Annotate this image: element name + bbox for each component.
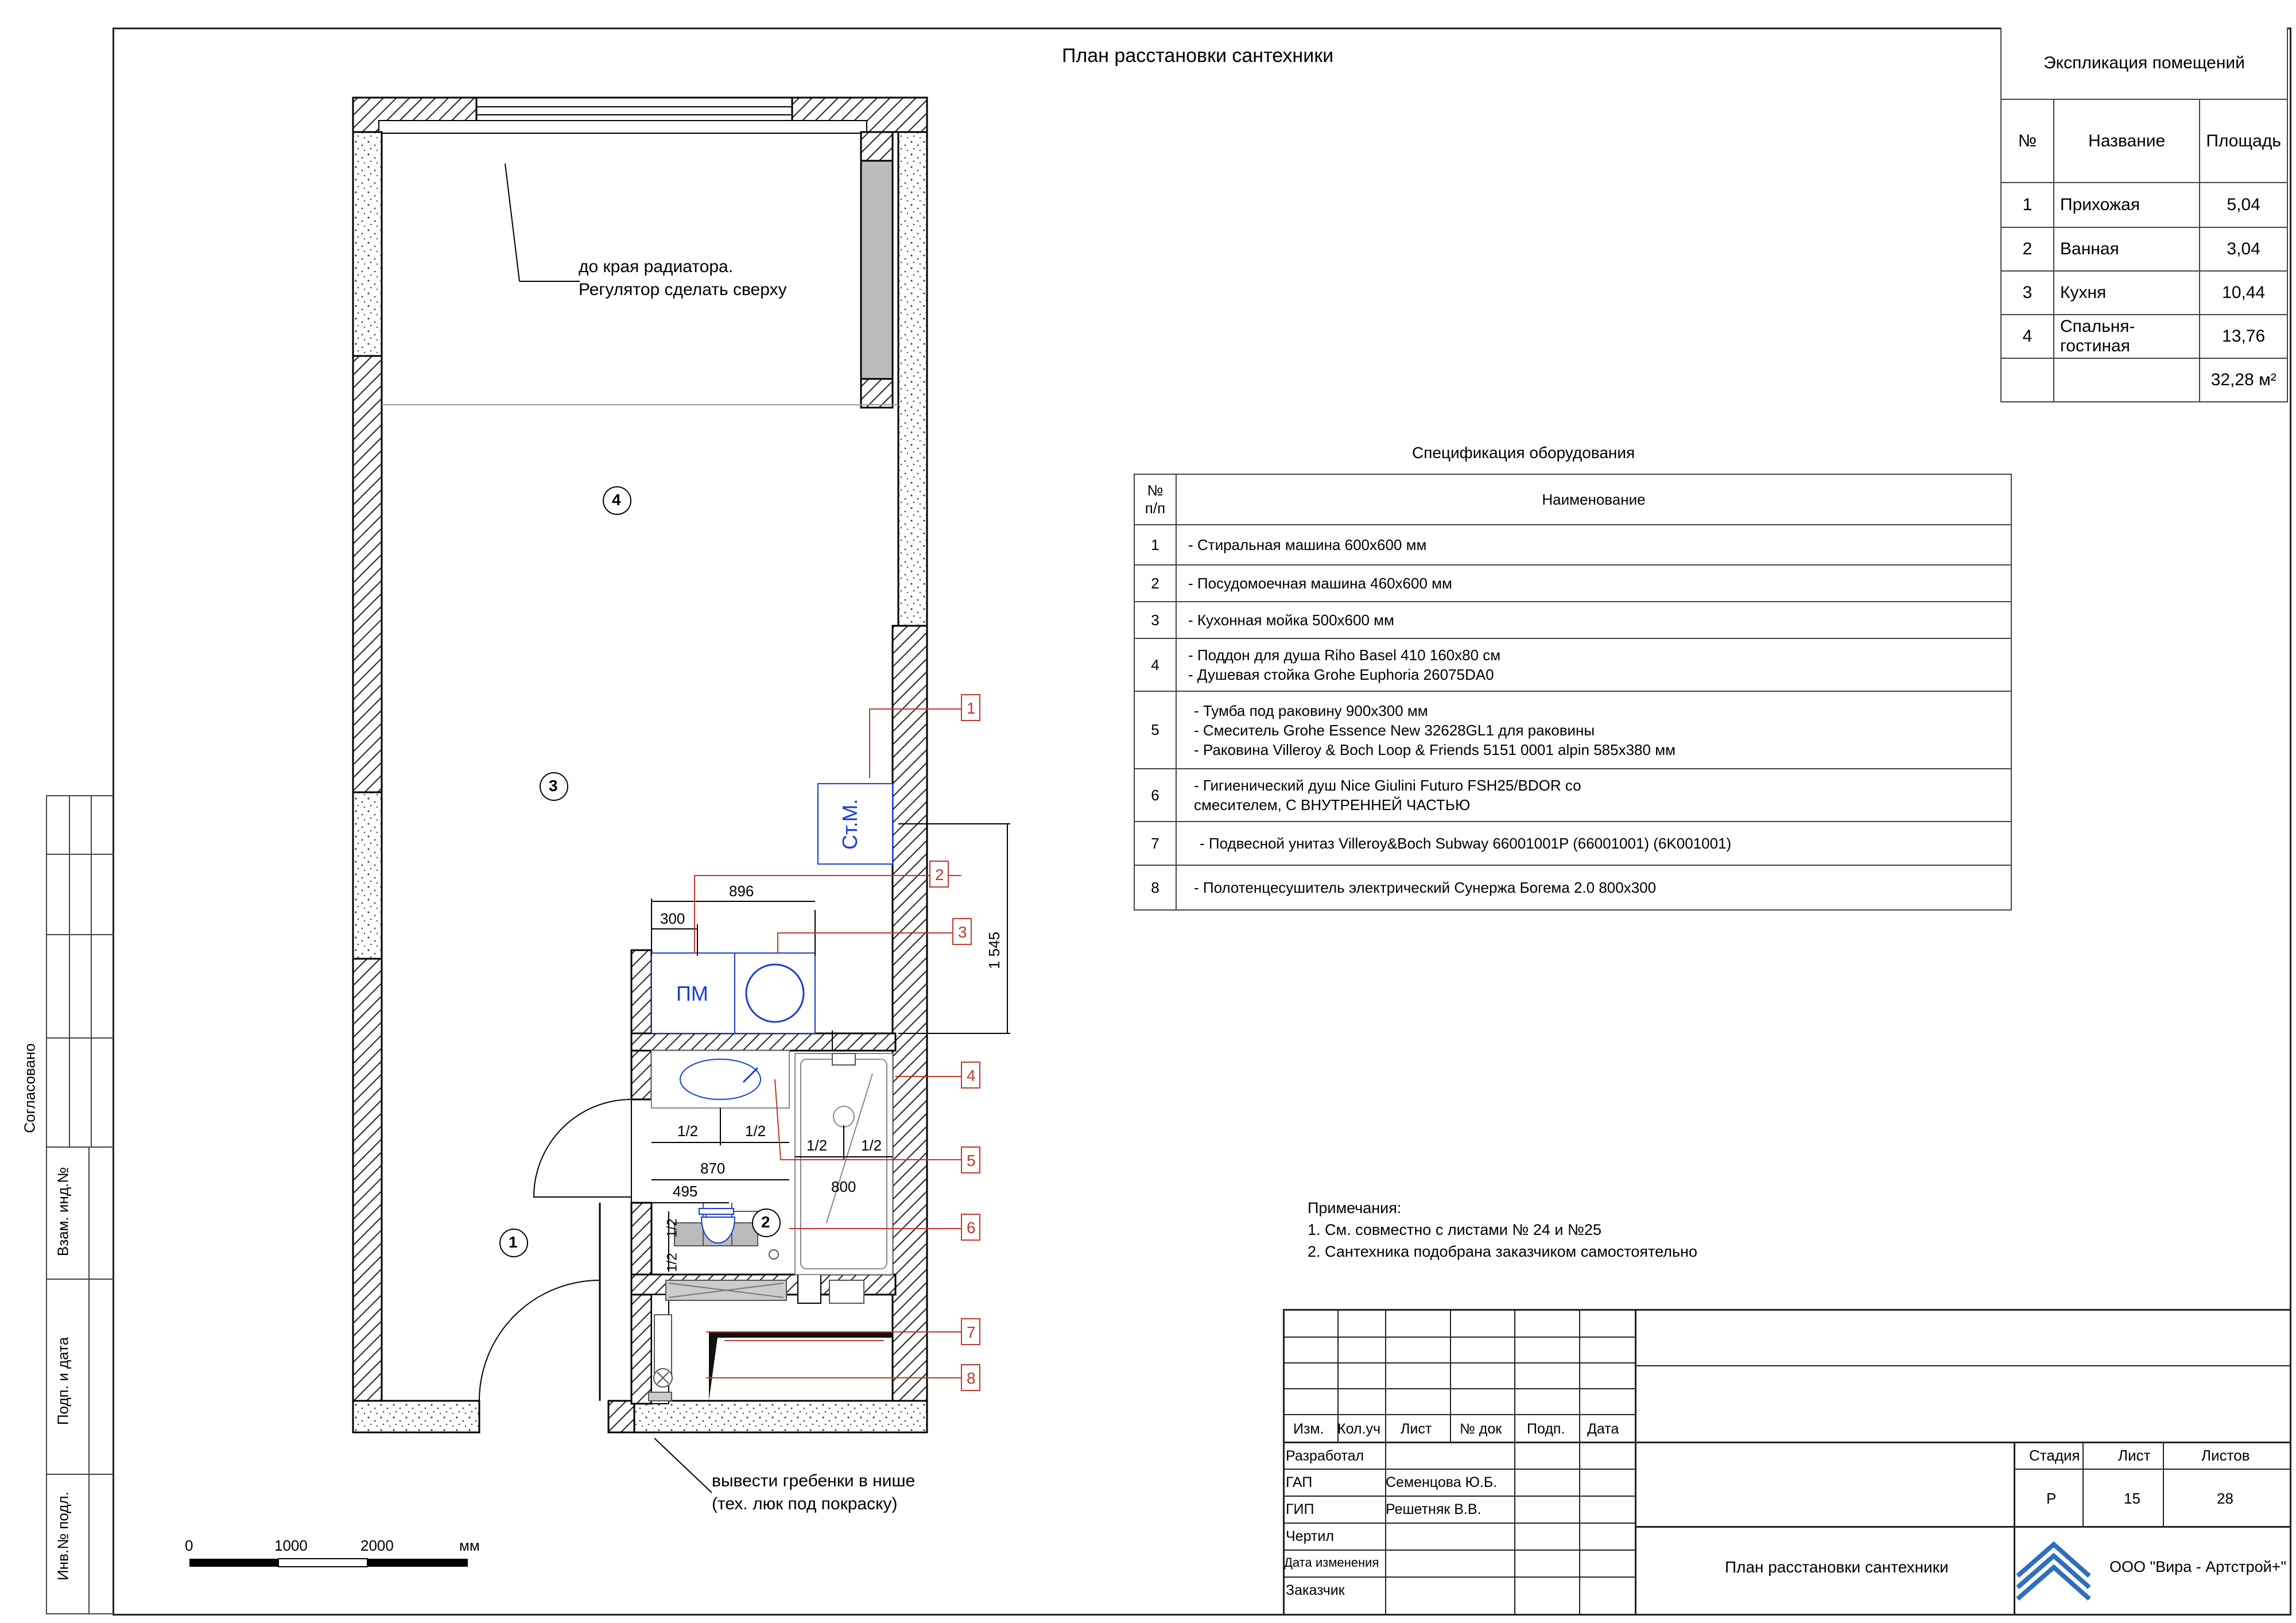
bathroom-door: [534, 1099, 631, 1203]
stamp-podp: Подп. и дата: [54, 1337, 72, 1426]
tb-stage-value: Р: [2046, 1490, 2057, 1507]
specification-table: [1134, 474, 2012, 911]
spec-cell-name: - Полотенцесушитель электрический Сунержа Богема 2.0 800х300: [1176, 865, 2011, 910]
spec-cell-name: - Подвесной унитаз Villeroy&Boch Subway 66001001P (66001001) (6K001001): [1176, 822, 2011, 865]
scale-label-unit: мм: [459, 1537, 480, 1554]
dim-half-2: 1/2: [745, 1122, 766, 1140]
stamp-divider: [47, 854, 114, 855]
callout-6: 6: [967, 1219, 976, 1237]
explication-total-empty: [2054, 358, 2200, 402]
explication-total: 32,28 м²: [2200, 358, 2287, 402]
grid-line: [1285, 1496, 1635, 1497]
spec-cell-name: - Стиральная машина 600х600 мм: [1176, 525, 2011, 565]
grid-line: [2163, 1442, 2164, 1526]
tb-sheets-header: Листов: [2201, 1447, 2250, 1464]
grid-line: [1285, 1414, 1635, 1415]
spec-cell-num: 1: [1134, 525, 1176, 565]
specification-title: Спецификация оборудования: [1412, 444, 1635, 462]
explication-header-num: №: [2001, 99, 2054, 183]
tb-header-doc: № док: [1460, 1421, 1502, 1437]
room-marker-2: 2: [761, 1213, 770, 1231]
explication-cell: 1: [2001, 183, 2054, 227]
table-row: [2001, 227, 2287, 271]
stamp-divider: [91, 796, 92, 1146]
niche-note-line1: вывести гребенки в нише: [712, 1471, 916, 1490]
table-row: [2001, 183, 2287, 227]
spec-cell-num: 7: [1134, 822, 1176, 865]
spec-cell-name: - Посудомоечная машина 460х600 мм: [1176, 565, 2011, 602]
grid-line: [1635, 1526, 2290, 1528]
washing-machine-label: Ст.М.: [838, 799, 862, 850]
dim-half-3: 1/2: [806, 1137, 828, 1154]
dim-half-1: 1/2: [677, 1122, 699, 1140]
dishwasher-label: ПМ: [676, 982, 708, 1005]
table-row: [1134, 525, 2011, 565]
explication-table: [2000, 28, 2288, 402]
explication-cell: Спальня-гостиная: [2054, 315, 2200, 358]
tb-role-customer: Заказчик: [1286, 1582, 1345, 1598]
stamp-divider: [88, 1146, 90, 1613]
explication-header-area: Площадь: [2200, 99, 2287, 183]
grid-line: [1514, 1311, 1515, 1443]
callout-1: 1: [967, 699, 976, 717]
spec-header-num: № п/п: [1134, 474, 1176, 525]
stamp-vzam: Взам. инд.№: [54, 1167, 72, 1257]
tb-header-izm: Изм.: [1293, 1421, 1324, 1437]
explication-cell: 4: [2001, 315, 2054, 358]
bottom-wall: [353, 1401, 927, 1432]
dim-800: 800: [831, 1178, 856, 1195]
tb-header-list: Лист: [1401, 1421, 1432, 1437]
dim-870: 870: [700, 1160, 726, 1177]
dim-half-5: 1/2: [664, 1218, 680, 1238]
explication-total-empty: [2001, 358, 2054, 402]
tb-stage-header: Стадия: [2029, 1447, 2080, 1464]
niche-note-line2: (тех. люк под покраску): [712, 1494, 898, 1513]
notes-item-1: 1. См. совместно с листами № 24 и №25: [1308, 1221, 1601, 1238]
callout-8: 8: [967, 1369, 976, 1387]
grid-line: [1285, 1388, 1635, 1389]
table-row: [1134, 638, 2011, 691]
tb-sheet-title: План расстановки сантехники: [1725, 1558, 1949, 1576]
left-wall: [353, 132, 382, 1401]
grid-line: [1285, 1550, 1635, 1551]
explication-cell: 10,44: [2200, 271, 2287, 315]
grid-line: [1635, 1442, 2290, 1443]
table-row: [1134, 822, 2011, 865]
dim-half-4: 1/2: [861, 1137, 882, 1154]
stamp-divider: [69, 796, 70, 1146]
radiator-note-line2: Регулятор сделать сверху: [579, 280, 787, 299]
grid-line: [2014, 1469, 2290, 1470]
tb-role-gip: ГИП: [1286, 1501, 1314, 1517]
callout-boxes: [930, 695, 980, 1390]
grid-line: [1385, 1311, 1386, 1614]
explication-cell: Прихожая: [2054, 183, 2200, 227]
explication-cell: Кухня: [2054, 271, 2200, 315]
table-row: [1134, 769, 2011, 822]
stamp-agreed: Согласовано: [21, 1043, 38, 1133]
callout-5: 5: [967, 1152, 976, 1169]
spec-cell-num: 4: [1134, 638, 1176, 691]
radiator-note-line1: до края радиатора.: [579, 257, 734, 276]
callout-3: 3: [958, 923, 967, 941]
spec-cell-num: 6: [1134, 769, 1176, 822]
grid-line: [1285, 1523, 1635, 1524]
dim-896: 896: [729, 882, 754, 900]
explication-cell: 3,04: [2200, 227, 2287, 271]
notes-title: Примечания:: [1308, 1199, 1402, 1217]
table-row: [1134, 691, 2011, 769]
tb-sheet-value: 15: [2124, 1490, 2140, 1507]
scale-label-1000: 1000: [274, 1537, 308, 1554]
table-row: [2001, 271, 2287, 315]
grid-line: [1285, 1442, 1635, 1443]
tb-sheets-value: 28: [2217, 1490, 2233, 1507]
notes: [1308, 1197, 1697, 1262]
spec-cell-num: 8: [1134, 865, 1176, 910]
spec-cell-name: - Кухонная мойка 500х600 мм: [1176, 602, 2011, 638]
spec-cell-num: 5: [1134, 691, 1176, 769]
dim-300: 300: [660, 910, 685, 927]
radiator-note: [579, 255, 787, 301]
explication-header-name: Название: [2054, 99, 2200, 183]
tb-company: ООО "Вира - Артстрой+": [2109, 1558, 2287, 1575]
spec-cell-name: - Поддон для душа Riho Basel 410 160х80 см - Душевая стойка Grohe Euphoria 26075DA0: [1176, 638, 2011, 691]
scale-bar: [189, 1559, 468, 1567]
scale-label-0: 0: [185, 1537, 193, 1554]
stamp-divider: [47, 1037, 114, 1039]
tb-role-changed: Дата изменения: [1284, 1555, 1379, 1570]
agreed-block: [47, 796, 114, 1148]
tb-name-gip: Решетняк В.В.: [1386, 1501, 1481, 1517]
grid-line: [1635, 1365, 2290, 1366]
table-row: [1134, 602, 2011, 638]
grid-line: [1285, 1362, 1635, 1364]
grid-line: [2014, 1442, 2015, 1614]
grid-line: [1285, 1469, 1635, 1470]
tb-role-gap: ГАП: [1286, 1474, 1313, 1490]
tb-header-kolvo: Кол.уч: [1337, 1421, 1380, 1437]
stamp-inv: Инв.№ подл.: [54, 1492, 72, 1581]
grid-line: [1285, 1576, 1635, 1578]
spec-header-name: Наименование: [1176, 474, 2011, 525]
tb-role-drawn: Чертил: [1286, 1528, 1334, 1544]
room-marker-4: 4: [612, 491, 621, 509]
dim-495: 495: [673, 1183, 698, 1200]
spec-cell-name: - Гигиенический душ Nice Giulini Futuro FSH25/BDOR со смесителем, С ВНУТРЕННЕЙ ЧАСТЬЮ: [1176, 769, 2011, 822]
stamp-divider: [47, 1474, 114, 1475]
explication-title: Экспликация помещений: [2001, 28, 2287, 99]
grid-line: [1285, 1337, 1635, 1338]
explication-cell: 13,76: [2200, 315, 2287, 358]
drawing-title: План расстановки сантехники: [1062, 45, 1334, 67]
explication-cell: 5,04: [2200, 183, 2287, 227]
entry-door: [479, 1203, 600, 1415]
niche-note: [712, 1470, 915, 1516]
table-row: [1134, 565, 2011, 602]
dim-1545: 1 545: [986, 931, 1003, 970]
room-marker-1: 1: [509, 1233, 518, 1251]
table-row: [2001, 315, 2287, 358]
spec-cell-num: 3: [1134, 602, 1176, 638]
explication-cell: 2: [2001, 227, 2054, 271]
stamp-divider: [47, 1279, 114, 1280]
scale-label-2000: 2000: [360, 1537, 394, 1554]
spec-cell-name: - Тумба под раковину 900х300 мм - Смеситель Grohe Essence New 32628GL1 для раковины - Раковина Villeroy & Boch Loop & Friends 5151 0001 alpin 585х380 мм: [1176, 691, 2011, 769]
grid-line: [1450, 1311, 1451, 1443]
callout-2: 2: [935, 866, 944, 884]
tb-sheet-header: Лист: [2118, 1447, 2151, 1464]
spec-cell-num: 2: [1134, 565, 1176, 602]
tb-name-gap: Семенцова Ю.Б.: [1386, 1474, 1498, 1490]
table-row: [1134, 865, 2011, 910]
notes-item-2: 2. Сантехника подобрана заказчиком самостоятельно: [1308, 1243, 1697, 1260]
dim-half-6: 1/2: [664, 1253, 680, 1272]
tb-role-developed: Разработал: [1286, 1448, 1364, 1464]
callout-7: 7: [967, 1323, 976, 1341]
tb-header-sign: Подп.: [1527, 1421, 1565, 1437]
room-marker-3: 3: [549, 777, 558, 795]
tb-header-date: Дата: [1587, 1421, 1619, 1437]
grid-line: [1579, 1311, 1580, 1443]
grid-line: [2082, 1442, 2084, 1526]
stamp-divider: [47, 934, 114, 935]
top-wall: [353, 98, 927, 161]
explication-cell: Ванная: [2054, 227, 2200, 271]
room-marker-circles: [500, 487, 780, 1257]
explication-cell: 3: [2001, 271, 2054, 315]
callout-4: 4: [967, 1067, 976, 1084]
